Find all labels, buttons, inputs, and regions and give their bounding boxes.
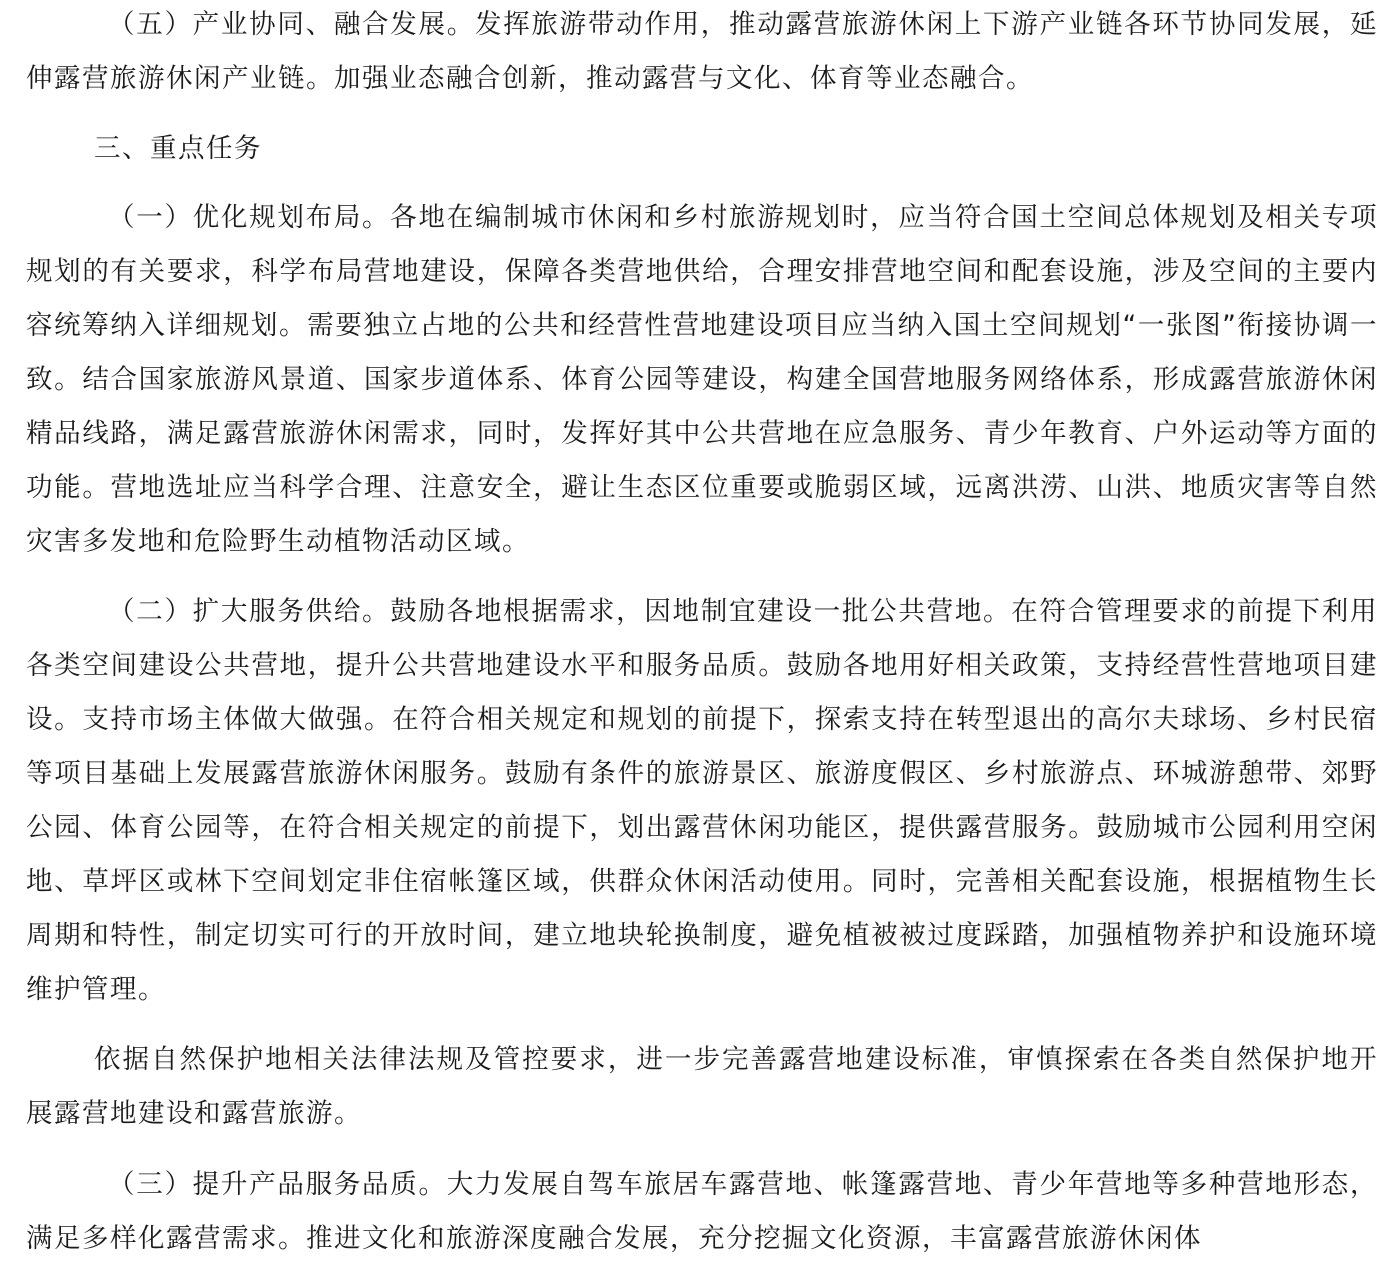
paragraph-industry-synergy: （五）产业协同、融合发展。发挥旅游带动作用，推动露营旅游休闲上下游产业链各环节协同发展，延伸露营旅游休闲产业链。加强业态融合创新，推动露营与文化、体育等业态融合。 xyxy=(26,9,1378,94)
paragraph-optimize-planning: （一）优化规划布局。各地在编制城市休闲和乡村旅游规划时，应当符合国土空间总体规划及相关专项规划的有关要求，科学布局营地建设，保障各类营地供给，合理安排营地空间和配套设施，涉及空间的主要内容统筹纳入详细规划。需要独立占地的公共和经营性营地建设项目应当纳入国土空间规划“一张图”衔接协调一致。结合国家旅游风景道、国家步道体系、体育公园等建设，构建全国营地服务网络体系，形成露营旅游休闲精品线路，满足露营旅游休闲需求，同时，发挥好其中公共营地在应急服务、青少年教育、户外运动等方面的功能。营地选址应当科学合理、注意安全，避让生态区位重要或脆弱区域，远离洪涝、山洪、地质灾害等自然灾害多发地和危险野生动植物活动区域。 xyxy=(26,202,1378,557)
paragraph-improve-quality: （三）提升产品服务品质。大力发展自驾车旅居车露营地、帐篷露营地、青少年营地等多种营地形态，满足多样化露营需求。推进文化和旅游深度融合发展，充分挖掘文化资源，丰富露营旅游休闲体 xyxy=(26,1169,1378,1254)
section-heading: 三、重点任务 xyxy=(94,133,262,164)
paragraph-nature-reserve: 依据自然保护地相关法律法规及管控要求，进一步完善露营地建设标准，审慎探索在各类自然保护地开展露营地建设和露营旅游。 xyxy=(26,1044,1378,1129)
paragraph-expand-supply: （二）扩大服务供给。鼓励各地根据需求，因地制宜建设一批公共营地。在符合管理要求的前提下利用各类空间建设公共营地，提升公共营地建设水平和服务品质。鼓励各地用好相关政策，支持经营性营地项目建设。支持市场主体做大做强。在符合相关规定和规划的前提下，探索支持在转型退出的高尔夫球场、乡村民宿等项目基础上发展露营旅游休闲服务。鼓励有条件的旅游景区、旅游度假区、乡村旅游点、环城游憩带、郊野公园、体育公园等，在符合相关规定的前提下，划出露营休闲功能区，提供露营服务。鼓励城市公园利用空闲地、草坪区或林下空间划定非住宿帐篷区域，供群众休闲活动使用。同时，完善相关配套设施，根据植物生长周期和特性，制定切实可行的开放时间，建立地块轮换制度，避免植被被过度踩踏，加强植物养护和设施环境维护管理。 xyxy=(26,596,1378,1005)
